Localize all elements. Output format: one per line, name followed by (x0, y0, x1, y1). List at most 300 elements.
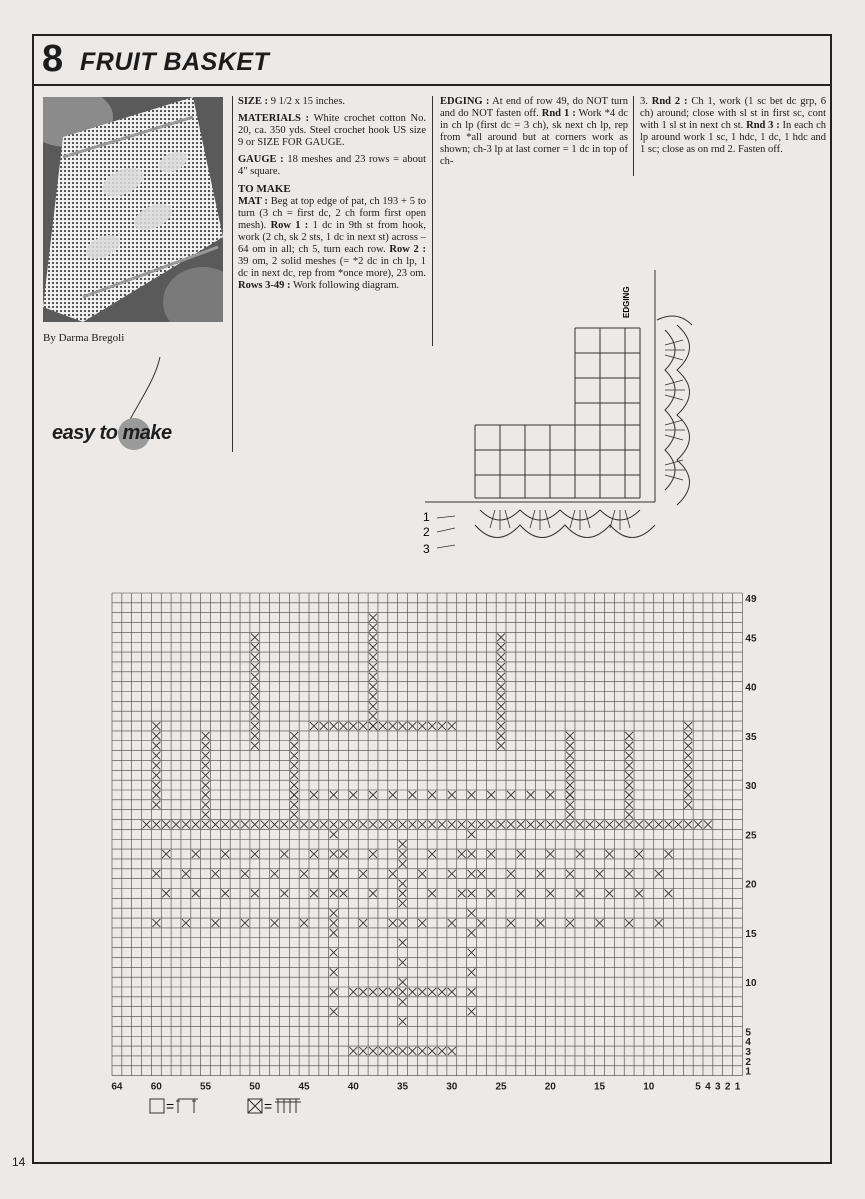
solid-mesh-mark (477, 870, 485, 878)
solid-mesh-mark (182, 870, 190, 878)
solid-mesh-mark (497, 722, 505, 730)
solid-mesh-mark (389, 919, 397, 927)
solid-mesh-mark (468, 850, 476, 858)
solid-mesh-mark (162, 890, 170, 898)
solid-mesh-mark (507, 821, 515, 829)
solid-mesh-mark (379, 722, 387, 730)
pattern-number: 8 (42, 38, 64, 80)
solid-mesh-mark (606, 890, 614, 898)
solid-mesh-mark (458, 890, 466, 898)
solid-mesh-mark (556, 821, 564, 829)
solid-mesh-mark (428, 1047, 436, 1055)
solid-mesh-mark (399, 1047, 407, 1055)
solid-mesh-mark (369, 988, 377, 996)
solid-mesh-mark (537, 919, 545, 927)
solid-mesh-mark (409, 988, 417, 996)
x-label: 1 (734, 1081, 741, 1093)
solid-mesh-mark (468, 1008, 476, 1016)
solid-mesh-mark (517, 821, 525, 829)
solid-mesh-mark (606, 821, 614, 829)
solid-mesh-mark (290, 801, 298, 809)
solid-mesh-mark (625, 732, 633, 740)
solid-mesh-mark (655, 870, 663, 878)
solid-mesh-mark (625, 870, 633, 878)
solid-mesh-mark (212, 919, 220, 927)
solid-mesh-mark (448, 1047, 456, 1055)
solid-mesh-mark (507, 919, 515, 927)
x-label: 40 (347, 1081, 359, 1093)
solid-mesh-mark (389, 821, 397, 829)
solid-mesh-mark (546, 821, 554, 829)
solid-mesh-mark (369, 791, 377, 799)
solid-mesh-mark (517, 890, 525, 898)
solid-mesh-mark (517, 850, 525, 858)
solid-mesh-mark (202, 791, 210, 799)
solid-mesh-mark (271, 870, 279, 878)
solid-mesh-mark (162, 821, 170, 829)
solid-mesh-mark (290, 732, 298, 740)
solid-mesh-mark (202, 781, 210, 789)
solid-mesh-mark (566, 821, 574, 829)
solid-mesh-mark (576, 850, 584, 858)
solid-mesh-mark (576, 890, 584, 898)
solid-mesh-mark (280, 890, 288, 898)
solid-mesh-mark (497, 693, 505, 701)
solid-mesh-mark (497, 643, 505, 651)
solid-mesh-mark (468, 830, 476, 838)
solid-mesh-mark (409, 1047, 417, 1055)
solid-mesh-mark (399, 998, 407, 1006)
solid-mesh-mark (497, 633, 505, 641)
solid-mesh-mark (399, 880, 407, 888)
solid-mesh-mark (527, 821, 535, 829)
solid-mesh-mark (606, 850, 614, 858)
solid-mesh-mark (468, 909, 476, 917)
solid-mesh-mark (152, 791, 160, 799)
solid-mesh-mark (369, 624, 377, 632)
solid-mesh-mark (458, 821, 466, 829)
solid-mesh-mark (290, 771, 298, 779)
solid-mesh-mark (310, 722, 318, 730)
round-label-2: 2 (423, 525, 430, 539)
solid-mesh-mark (399, 840, 407, 848)
solid-mesh-mark (468, 821, 476, 829)
solid-mesh-mark (349, 722, 357, 730)
solid-mesh-mark (389, 870, 397, 878)
solid-mesh-mark (418, 1047, 426, 1055)
solid-mesh-mark (330, 890, 338, 898)
solid-mesh-mark (665, 890, 673, 898)
solid-mesh-mark (655, 821, 663, 829)
solid-mesh-mark (221, 821, 229, 829)
solid-mesh-mark (369, 653, 377, 661)
solid-mesh-mark (389, 791, 397, 799)
pattern-title: FRUIT BASKET (80, 48, 270, 76)
solid-mesh-mark (369, 643, 377, 651)
solid-mesh-mark (330, 791, 338, 799)
solid-mesh-mark (369, 683, 377, 691)
solid-mesh-mark (379, 1047, 387, 1055)
round-label-3: 3 (423, 542, 430, 556)
solid-mesh-mark (684, 761, 692, 769)
solid-mesh-mark (330, 919, 338, 927)
solid-mesh-mark (251, 890, 259, 898)
solid-mesh-mark (399, 988, 407, 996)
solid-mesh-mark (330, 870, 338, 878)
solid-mesh-mark (152, 781, 160, 789)
solid-mesh-mark (487, 850, 495, 858)
solid-mesh-mark (271, 919, 279, 927)
instructions-column-1: SIZE : 9 1/2 x 15 inches. MATERIALS : White crochet cotton No. 20, ca. 350 yds. Steel crochet hook US size 9 or SIZE FOR GAUGE. GAUGE : 18 meshes and 23 rows = about 4" square. TO MAKE MAT : Beg at top edge of pat, ch 193 + 5 to turn (3 ch = first dc, 2 ch form first open mesh). Row 1 : 1 dc in 9th st from hook, work (2 ch, sk 2 sts, 1 dc in next st) across – 64 om in all; ch 5, turn each row. Row 2 : 39 om, 2 solid meshes (= *2 dc in ch lp, 1 dc in next dc, rep from *once more), 23 om. Rows 3-49 : Work following diagram. (238, 96, 427, 291)
solid-mesh-mark (310, 791, 318, 799)
solid-mesh-mark (310, 890, 318, 898)
solid-mesh-mark (359, 821, 367, 829)
solid-mesh-mark (487, 791, 495, 799)
solid-mesh-mark (221, 890, 229, 898)
solid-mesh-mark (497, 712, 505, 720)
solid-mesh-mark (468, 890, 476, 898)
solid-mesh-mark (251, 821, 259, 829)
solid-mesh-mark (428, 791, 436, 799)
solid-mesh-mark (468, 929, 476, 937)
y-label: 35 (745, 731, 757, 743)
solid-mesh-mark (192, 890, 200, 898)
solid-mesh-mark (212, 870, 220, 878)
solid-mesh-mark (418, 870, 426, 878)
solid-mesh-mark (340, 850, 348, 858)
solid-mesh-mark (468, 968, 476, 976)
solid-mesh-mark (468, 988, 476, 996)
y-label: 30 (745, 781, 757, 792)
solid-mesh-mark (330, 1008, 338, 1016)
y-label: 40 (745, 682, 757, 694)
y-label: 3 (745, 1046, 751, 1058)
solid-mesh-mark (330, 850, 338, 858)
solid-mesh-mark (330, 821, 338, 829)
solid-mesh-mark (694, 821, 702, 829)
y-label: 45 (745, 633, 757, 645)
solid-mesh-mark (448, 919, 456, 927)
solid-mesh-mark (251, 693, 259, 701)
solid-mesh-mark (162, 850, 170, 858)
solid-mesh-mark (546, 791, 554, 799)
solid-mesh-mark (349, 1047, 357, 1055)
solid-mesh-mark (231, 821, 239, 829)
solid-mesh-mark (684, 801, 692, 809)
solid-mesh-mark (428, 821, 436, 829)
solid-mesh-mark (497, 702, 505, 710)
solid-mesh-mark (290, 752, 298, 760)
solid-mesh-mark (418, 821, 426, 829)
solid-mesh-mark (300, 870, 308, 878)
solid-mesh-mark (192, 850, 200, 858)
solid-mesh-mark (497, 821, 505, 829)
solid-mesh-mark (369, 663, 377, 671)
solid-mesh-mark (290, 742, 298, 750)
solid-mesh-mark (596, 870, 604, 878)
solid-mesh-mark (251, 663, 259, 671)
easy-to-make-label: easy to make (52, 422, 172, 444)
solid-mesh-mark (566, 919, 574, 927)
y-label: 1 (745, 1066, 751, 1078)
solid-mesh-mark (448, 821, 456, 829)
legend-open-mesh-icon (150, 1099, 164, 1113)
page-number: 14 (12, 1155, 26, 1169)
solid-mesh-mark (635, 850, 643, 858)
edging-diagram (415, 270, 725, 570)
solid-mesh-mark (635, 821, 643, 829)
solid-mesh-mark (438, 722, 446, 730)
solid-mesh-mark (310, 850, 318, 858)
solid-mesh-mark (399, 860, 407, 868)
solid-mesh-mark (340, 722, 348, 730)
x-label: 5 (695, 1081, 701, 1093)
solid-mesh-mark (566, 771, 574, 779)
solid-mesh-mark (290, 761, 298, 769)
solid-mesh-mark (428, 890, 436, 898)
solid-mesh-mark (251, 702, 259, 710)
solid-mesh-mark (418, 919, 426, 927)
solid-mesh-mark (152, 870, 160, 878)
solid-mesh-mark (418, 722, 426, 730)
solid-mesh-mark (566, 732, 574, 740)
solid-mesh-mark (152, 722, 160, 730)
solid-mesh-mark (487, 821, 495, 829)
solid-mesh-mark (359, 722, 367, 730)
solid-mesh-mark (202, 761, 210, 769)
solid-mesh-mark (468, 791, 476, 799)
solid-mesh-mark (448, 722, 456, 730)
solid-mesh-mark (497, 683, 505, 691)
solid-mesh-mark (152, 742, 160, 750)
edging-label: EDGING (622, 286, 631, 318)
y-label: 15 (745, 928, 757, 940)
solid-mesh-mark (684, 791, 692, 799)
solid-mesh-mark (251, 732, 259, 740)
solid-mesh-mark (202, 771, 210, 779)
x-label: 25 (495, 1081, 507, 1093)
solid-mesh-mark (212, 821, 220, 829)
solid-mesh-mark (369, 890, 377, 898)
legend-equals: = (264, 1098, 273, 1114)
solid-mesh-mark (330, 949, 338, 957)
solid-mesh-mark (674, 821, 682, 829)
solid-mesh-mark (359, 1047, 367, 1055)
solid-mesh-mark (497, 732, 505, 740)
solid-mesh-mark (271, 821, 279, 829)
solid-mesh-mark (330, 722, 338, 730)
solid-mesh-mark (477, 821, 485, 829)
solid-mesh-mark (290, 811, 298, 819)
x-label: 45 (298, 1081, 310, 1093)
solid-mesh-mark (409, 821, 417, 829)
solid-mesh-mark (251, 722, 259, 730)
solid-mesh-mark (546, 850, 554, 858)
solid-mesh-mark (152, 821, 160, 829)
solid-mesh-mark (655, 919, 663, 927)
x-label: 4 (705, 1081, 711, 1093)
solid-mesh-mark (458, 850, 466, 858)
solid-mesh-mark (152, 732, 160, 740)
solid-mesh-mark (625, 919, 633, 927)
solid-mesh-mark (399, 890, 407, 898)
solid-mesh-mark (399, 919, 407, 927)
legend-solid-stitch-icon (275, 1099, 301, 1113)
solid-mesh-mark (566, 811, 574, 819)
solid-mesh-mark (546, 890, 554, 898)
solid-mesh-mark (369, 633, 377, 641)
solid-mesh-mark (399, 850, 407, 858)
solid-mesh-mark (251, 673, 259, 681)
solid-mesh-mark (438, 821, 446, 829)
solid-mesh-mark (527, 791, 535, 799)
solid-mesh-mark (251, 643, 259, 651)
solid-mesh-mark (596, 919, 604, 927)
solid-mesh-mark (497, 653, 505, 661)
solid-mesh-mark (537, 870, 545, 878)
solid-mesh-mark (152, 771, 160, 779)
solid-mesh-mark (497, 742, 505, 750)
solid-mesh-mark (369, 693, 377, 701)
solid-mesh-mark (566, 791, 574, 799)
solid-mesh-mark (251, 712, 259, 720)
solid-mesh-mark (428, 722, 436, 730)
solid-mesh-mark (566, 781, 574, 789)
solid-mesh-mark (625, 761, 633, 769)
solid-mesh-mark (340, 890, 348, 898)
x-label: 35 (397, 1081, 409, 1093)
solid-mesh-mark (320, 722, 328, 730)
solid-mesh-mark (428, 988, 436, 996)
solid-mesh-mark (684, 781, 692, 789)
solid-mesh-mark (290, 821, 298, 829)
solid-mesh-mark (172, 821, 180, 829)
solid-mesh-mark (202, 752, 210, 760)
solid-mesh-mark (369, 722, 377, 730)
solid-mesh-mark (625, 781, 633, 789)
solid-mesh-mark (635, 890, 643, 898)
solid-mesh-mark (438, 988, 446, 996)
solid-mesh-mark (280, 850, 288, 858)
solid-mesh-mark (448, 870, 456, 878)
solid-mesh-mark (615, 821, 623, 829)
solid-mesh-mark (684, 821, 692, 829)
solid-mesh-mark (566, 752, 574, 760)
solid-mesh-mark (152, 919, 160, 927)
solid-mesh-mark (251, 742, 259, 750)
solid-mesh-mark (330, 909, 338, 917)
solid-mesh-mark (369, 1047, 377, 1055)
solid-mesh-mark (251, 850, 259, 858)
x-label: 50 (249, 1081, 261, 1093)
solid-mesh-mark (330, 929, 338, 937)
solid-mesh-mark (625, 752, 633, 760)
solid-mesh-mark (251, 653, 259, 661)
solid-mesh-mark (152, 761, 160, 769)
solid-mesh-mark (487, 890, 495, 898)
solid-mesh-mark (359, 870, 367, 878)
solid-mesh-mark (330, 830, 338, 838)
solid-mesh-mark (409, 722, 417, 730)
solid-mesh-mark (330, 988, 338, 996)
x-label: 3 (714, 1081, 721, 1093)
solid-mesh-mark (477, 919, 485, 927)
solid-mesh-mark (389, 722, 397, 730)
solid-mesh-mark (152, 801, 160, 809)
solid-mesh-mark (349, 791, 357, 799)
x-label: 64 (111, 1081, 123, 1093)
solid-mesh-mark (340, 821, 348, 829)
solid-mesh-mark (241, 821, 249, 829)
solid-mesh-mark (349, 821, 357, 829)
column-divider (232, 96, 233, 452)
solid-mesh-mark (241, 919, 249, 927)
solid-mesh-mark (596, 821, 604, 829)
solid-mesh-mark (448, 791, 456, 799)
solid-mesh-mark (202, 742, 210, 750)
y-label: 5 (745, 1027, 751, 1039)
instructions-column-2: EDGING : At end of row 49, do NOT turn and do NOT fasten off. Rnd 1 : Work *4 dc in ch lp (first dc = 3 ch), sk next ch lp, rep from *all around but at corners work as shown; ch-3 lp at last corner = 1 dc in top of ch- (440, 96, 628, 167)
solid-mesh-mark (330, 968, 338, 976)
solid-mesh-mark (399, 821, 407, 829)
x-label: 2 (724, 1081, 731, 1093)
designer-credit: By Darma Bregoli (43, 332, 125, 344)
y-label: 49 (745, 593, 757, 605)
solid-mesh-mark (537, 821, 545, 829)
solid-mesh-mark (221, 850, 229, 858)
solid-mesh-mark (665, 821, 673, 829)
solid-mesh-mark (280, 821, 288, 829)
solid-mesh-mark (684, 742, 692, 750)
solid-mesh-mark (448, 988, 456, 996)
solid-mesh-mark (625, 771, 633, 779)
solid-mesh-mark (202, 732, 210, 740)
solid-mesh-mark (202, 811, 210, 819)
solid-mesh-mark (684, 722, 692, 730)
solid-mesh-mark (625, 801, 633, 809)
solid-mesh-mark (192, 821, 200, 829)
solid-mesh-mark (369, 673, 377, 681)
x-label: 55 (200, 1081, 212, 1093)
y-label: 4 (745, 1037, 751, 1049)
solid-mesh-mark (399, 722, 407, 730)
solid-mesh-mark (625, 791, 633, 799)
solid-mesh-mark (369, 821, 377, 829)
y-label: 25 (745, 830, 757, 842)
solid-mesh-mark (182, 821, 190, 829)
solid-mesh-mark (251, 633, 259, 641)
solid-mesh-mark (684, 771, 692, 779)
solid-mesh-mark (202, 801, 210, 809)
column-divider (633, 96, 634, 176)
x-label: 60 (150, 1081, 162, 1093)
solid-mesh-mark (645, 821, 653, 829)
doily-photo (43, 97, 223, 322)
solid-mesh-mark (310, 821, 318, 829)
solid-mesh-mark (625, 742, 633, 750)
solid-mesh-mark (704, 821, 712, 829)
solid-mesh-mark (684, 752, 692, 760)
solid-mesh-mark (418, 988, 426, 996)
x-label: 30 (446, 1081, 458, 1093)
instructions-column-3: 3. Rnd 2 : Ch 1, work (1 sc bet dc grp, 6 ch) around; close with sl st in first sc, cont with 1 sl st in next ch st. Rnd 3 : In each ch lp around work 1 sc, 1 hdc, 1 dc, 1 hdc and 1 sc; close as on rnd 2. Fasten off. (640, 96, 827, 155)
solid-mesh-mark (586, 821, 594, 829)
y-label: 10 (745, 978, 757, 989)
solid-mesh-mark (625, 821, 633, 829)
solid-mesh-mark (152, 752, 160, 760)
solid-mesh-mark (202, 821, 210, 829)
legend-open-stitch-icon (176, 1099, 198, 1113)
